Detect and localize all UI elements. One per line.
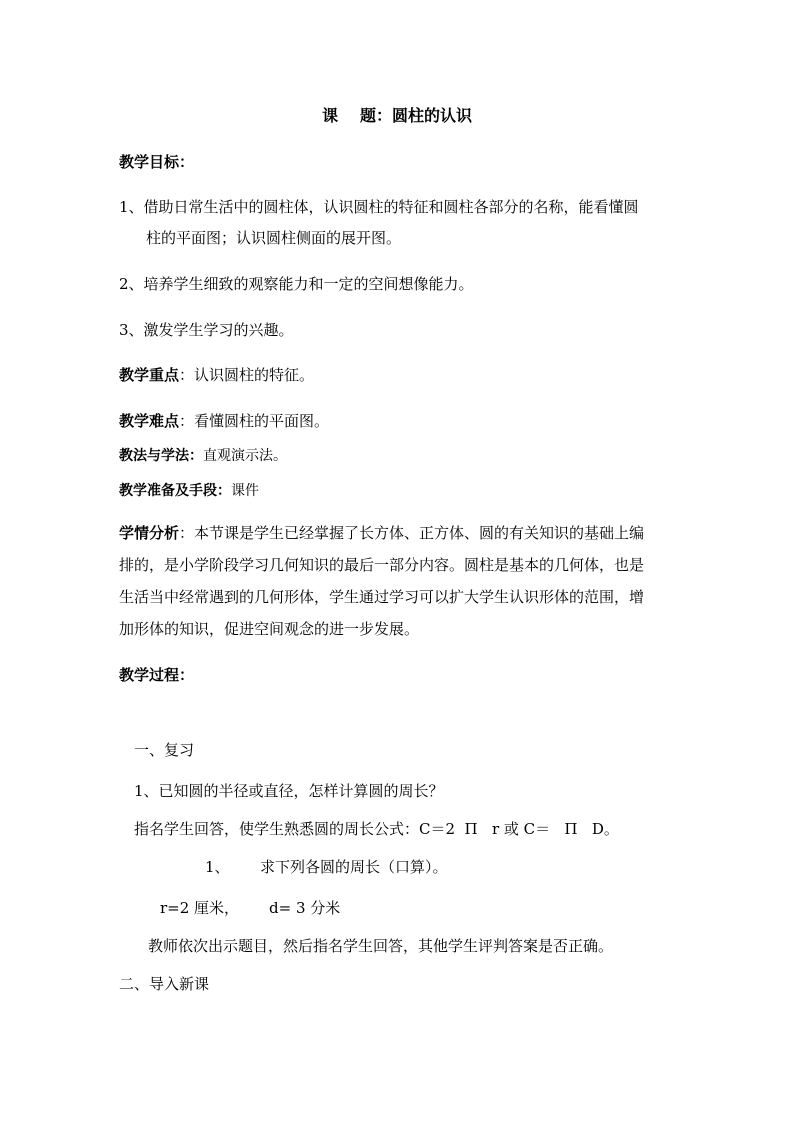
key-point — [119, 365, 314, 385]
objectives-heading: 教学目标： — [119, 153, 195, 171]
task-text: 求下列各圆的周长（口算）。 — [260, 858, 448, 876]
objective-3: 3、激发学生学习的兴趣。 — [119, 321, 294, 339]
teacher-note: 教师依次出示题目，然后指名学生回答，其他学生评判答案是否正确。 — [148, 937, 614, 955]
analysis-line-2: 排的，是小学阶段学习几何知识的最后一部分内容。圆柱是基本的几何体，也是 — [119, 556, 645, 574]
preparation — [119, 481, 259, 501]
difficulty — [119, 411, 329, 431]
title-part-2: 题：圆柱的认识 — [360, 106, 473, 125]
objective-2: 2、培养学生细致的观察能力和一定的空间想像能力。 — [119, 275, 474, 293]
objective-1-line-2: 柱的平面图；认识圆柱侧面的展开图。 — [146, 229, 402, 247]
analysis-line-3: 生活当中经常遇到的几何形体，学生通过学习可以扩大学生认识形体的范围，增 — [119, 588, 645, 606]
analysis-line-4: 加形体的知识，促进空间观念的进一步发展。 — [119, 620, 420, 638]
key-point-text: ：认识圆柱的特征。 — [179, 366, 315, 384]
key-point-label: 教学重点 — [119, 366, 180, 384]
method-label: 教法与学法： — [119, 448, 203, 464]
analysis-line-1-text: ：本节课是学生已经掌握了长方体、正方体、圆的有关知识的基础上编 — [179, 524, 645, 542]
page-title — [0, 106, 794, 126]
method — [119, 446, 287, 466]
difficulty-label: 教学难点 — [119, 412, 180, 430]
analysis-label: 学情分析 — [119, 524, 180, 542]
preparation-label: 教学准备及手段： — [119, 483, 231, 499]
objective-1-line-1: 1、借助日常生活中的圆柱体，认识圆柱的特征和圆柱各部分的名称，能看懂圆 — [119, 198, 639, 216]
item-diameter: d= 3 分米 — [269, 899, 341, 917]
section-1-heading: 一、复习 — [134, 741, 195, 759]
difficulty-text: ：看懂圆柱的平面图。 — [179, 412, 330, 430]
task-number: 1、 — [205, 858, 230, 876]
preparation-text: 课件 — [231, 483, 259, 499]
section-1-answer: 指名学生回答，使学生熟悉圆的周长公式：C＝2 Π r 或 C＝ Π D。 — [134, 820, 619, 838]
analysis-line-1 — [119, 523, 644, 543]
section-2-heading: 二、导入新课 — [119, 975, 210, 993]
section-1-question: 1、已知圆的半径或直径，怎样计算圆的周长？ — [134, 782, 444, 800]
method-text: 直观演示法。 — [203, 448, 287, 464]
title-part-1: 课 — [321, 106, 338, 125]
process-heading: 教学过程： — [119, 666, 195, 684]
item-radius: r=2 厘米， — [160, 899, 240, 917]
